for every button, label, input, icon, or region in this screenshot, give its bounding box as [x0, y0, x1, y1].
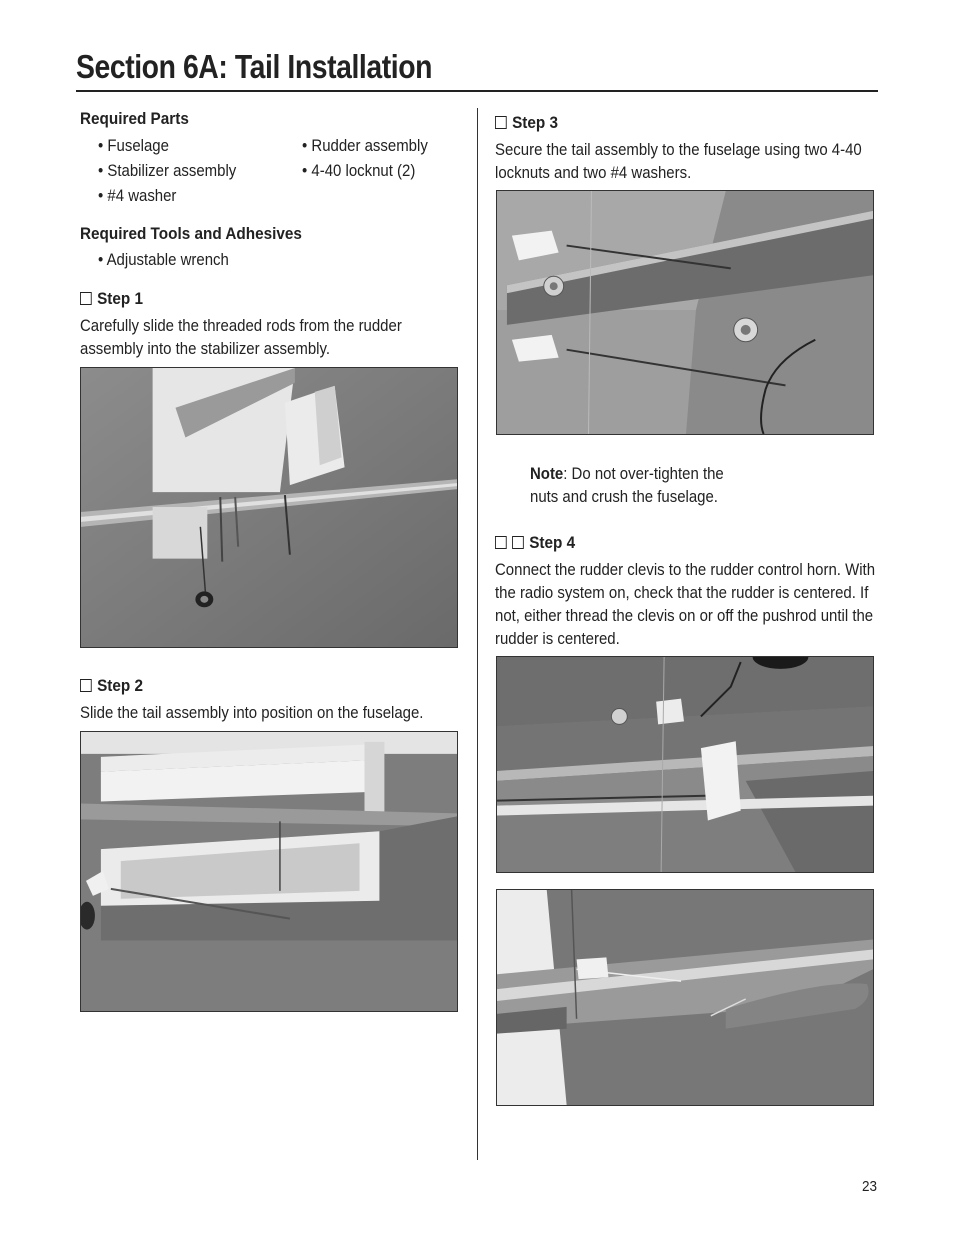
title-rule	[76, 90, 878, 92]
column-divider	[477, 108, 478, 1160]
part-item: • Rudder assembly	[302, 136, 428, 155]
step4-heading	[495, 533, 575, 553]
step3-label: Step 3	[512, 113, 559, 132]
step3-heading	[495, 113, 558, 133]
part-item: • #4 washer	[98, 186, 177, 205]
tool-item: • Adjustable wrench	[98, 250, 229, 269]
step1-label: Step 1	[97, 289, 144, 308]
step4-text: the radio system on, check that the rudder is centered. If	[495, 583, 869, 602]
step4-text: rudder is centered.	[495, 629, 620, 648]
step4-text: not, either thread the clevis on or off the pushrod until the	[495, 606, 874, 625]
step4-text: Connect the rudder clevis to the rudder control horn. With	[495, 560, 876, 579]
step2-photo	[80, 731, 458, 1012]
part-item: • Stabilizer assembly	[98, 161, 237, 180]
part-item: • Fuselage	[98, 136, 169, 155]
step3-text: Secure the tail assembly to the fuselage using two 4-40	[495, 140, 862, 159]
note-text: Note: Do not over-tighten the	[530, 464, 724, 483]
page-number: 23	[862, 1178, 878, 1195]
checkbox-icon[interactable]	[80, 679, 92, 692]
step4-photo-top	[496, 656, 874, 873]
required-tools-heading: Required Tools and Adhesives	[80, 224, 302, 243]
step1-heading	[80, 289, 143, 309]
note-text: nuts and crush the fuselage.	[530, 487, 718, 506]
step2-text: Slide the tail assembly into position on the fuselage.	[80, 703, 424, 722]
step1-photo	[80, 367, 458, 648]
step2-heading	[80, 676, 143, 696]
note-label: Note	[530, 464, 564, 483]
checkbox-icon[interactable]	[80, 292, 92, 305]
step3-text: locknuts and two #4 washers.	[495, 163, 692, 182]
step1-text: assembly into the stabilizer assembly.	[80, 339, 330, 358]
checkbox-icon[interactable]	[495, 116, 507, 129]
checkbox-icon[interactable]	[512, 536, 524, 549]
step4-photo-bottom	[496, 889, 874, 1106]
step4-label: Step 4	[529, 533, 576, 552]
step2-label: Step 2	[97, 676, 144, 695]
checkbox-icon[interactable]	[495, 536, 507, 549]
required-parts-heading: Required Parts	[80, 109, 189, 128]
step1-text: Carefully slide the threaded rods from the rudder	[80, 316, 402, 335]
page-title: Section 6A: Tail Installation	[76, 48, 432, 85]
step3-photo	[496, 190, 874, 435]
part-item: • 4-40 locknut (2)	[302, 161, 416, 180]
